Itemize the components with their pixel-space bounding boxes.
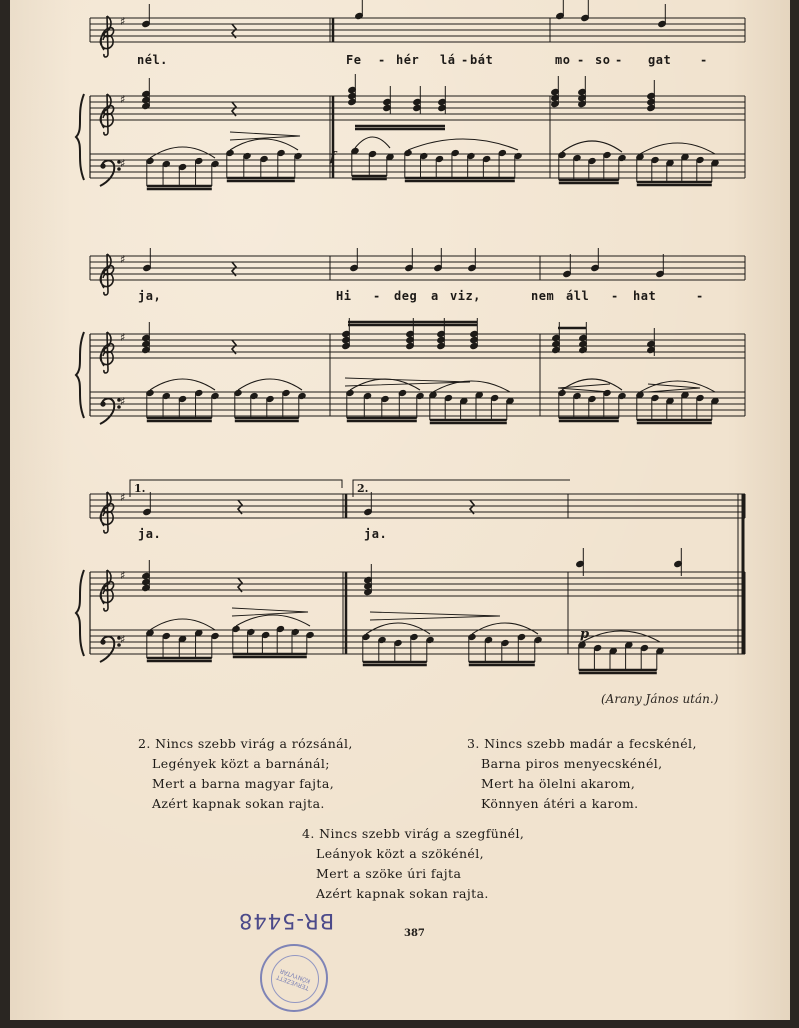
lyric-syllable: lá [440,53,456,67]
lyric-syllable: nem [531,289,555,303]
verse-line: 2. Nincs szebb virág a rózsánál, [138,736,353,751]
verse-line: 4. Nincs szebb virág a szegfünél, [302,826,525,841]
lyric-syllable: - [700,53,708,67]
lyric-syllable: a [431,289,439,303]
verse-number: 3. [467,736,480,751]
slur [562,141,622,152]
lyric-syllable: - [696,289,704,303]
page-number: 387 [404,928,425,939]
lyric-syllable: - [373,289,381,303]
lyric-syllable: Hi [336,289,352,303]
lyric-syllable: - [461,53,469,67]
slur [150,619,215,630]
piano-brace [76,94,84,180]
lyric-syllable: áll [566,289,590,303]
slur [150,379,215,390]
verse-3 [467,734,697,814]
lyric-syllable: - [577,53,585,67]
key-signature-sharp: ♯ [120,569,126,582]
slur [366,623,430,634]
lyric-syllable: hér [396,53,420,67]
lyric-syllable: ja. [138,527,162,541]
lyric-syllable: so [595,53,611,67]
lyric-syllable: - [378,53,386,67]
lyric-syllable: viz, [450,289,481,303]
verse-line: 3. Nincs szebb madár a fecskénél, [467,736,697,751]
lyric-syllable: bát [470,53,494,67]
lyric-syllable: nél. [137,53,168,67]
verse-line: Mert a barna magyar fajta, [152,776,335,791]
verse-line: Mert ha ölelni akarom, [481,776,636,791]
diminuendo-hairpin [345,378,470,386]
verse-line: Azért kapnak sokan rajta. [316,886,489,901]
piano-brace [76,570,84,656]
slur [582,631,660,642]
lyric-syllable: gat [648,53,672,67]
bass-clef [100,161,120,186]
key-signature-sharp: ♯ [120,15,126,28]
verse-2 [138,734,353,814]
slur [355,137,390,148]
dynamic-marking: p [580,627,590,642]
verse-line: Leányok közt a szökénél, [316,846,484,861]
bass-clef [100,399,120,424]
verse-line: Legények közt a barnánál; [152,756,330,771]
second-ending-label: 2. [357,482,369,495]
second-ending-bracket [353,480,570,497]
verse-number: 2. [138,736,151,751]
key-signature-sharp: ♯ [120,633,126,646]
slur [236,615,310,626]
verse-line: Mert a szöke úri fajta [316,866,462,881]
slur [150,147,215,158]
key-signature-sharp: ♯ [120,491,126,504]
lyric-syllable: ja. [364,527,388,541]
treble-clef [100,492,113,533]
slur [408,139,518,150]
key-signature-sharp: ♯ [120,331,126,344]
verse-line: Barna piros menyecskénél, [481,756,663,771]
slur [472,623,538,634]
lyric-syllable: Fe [346,53,362,67]
slur [640,143,715,154]
treble-clef [100,570,113,611]
treble-clef [100,254,113,295]
bass-clef [100,637,120,662]
treble-clef [100,94,113,135]
key-signature-sharp: ♯ [120,253,126,266]
slur [230,139,298,150]
handwritten-catalog-number: BR-5448 [238,909,335,933]
stamp-text: TERVEZETT KÖNYVTÁR [275,966,312,992]
verse-line: Könnyen átéri a karom. [481,796,639,811]
key-signature-sharp: ♯ [120,395,126,408]
sheet-music-page [10,0,790,1020]
lyric-syllable: hat [633,289,657,303]
treble-clef [100,16,113,57]
lyric-syllable: - [615,53,623,67]
piano-brace [76,332,84,418]
verse-line: Azért kapnak sokan rajta. [152,796,325,811]
first-ending-bracket [130,480,342,497]
first-ending-label: 1. [134,482,146,495]
lyric-syllable: mo [555,53,571,67]
slur [238,379,302,390]
key-signature-sharp: ♯ [120,93,126,106]
lyric-syllable: ja, [138,289,162,303]
lyric-syllable: deg [394,289,418,303]
verse-4 [302,824,524,904]
verse-number: 4. [302,826,315,841]
attribution: (Arany János után.) [601,692,719,706]
slur [562,379,622,390]
library-stamp [260,944,328,1012]
diminuendo-hairpin [370,612,500,620]
key-signature-sharp: ♯ [120,157,126,170]
dynamic-marking: f [330,150,336,165]
treble-clef [100,332,113,373]
lyric-syllable: - [611,289,619,303]
